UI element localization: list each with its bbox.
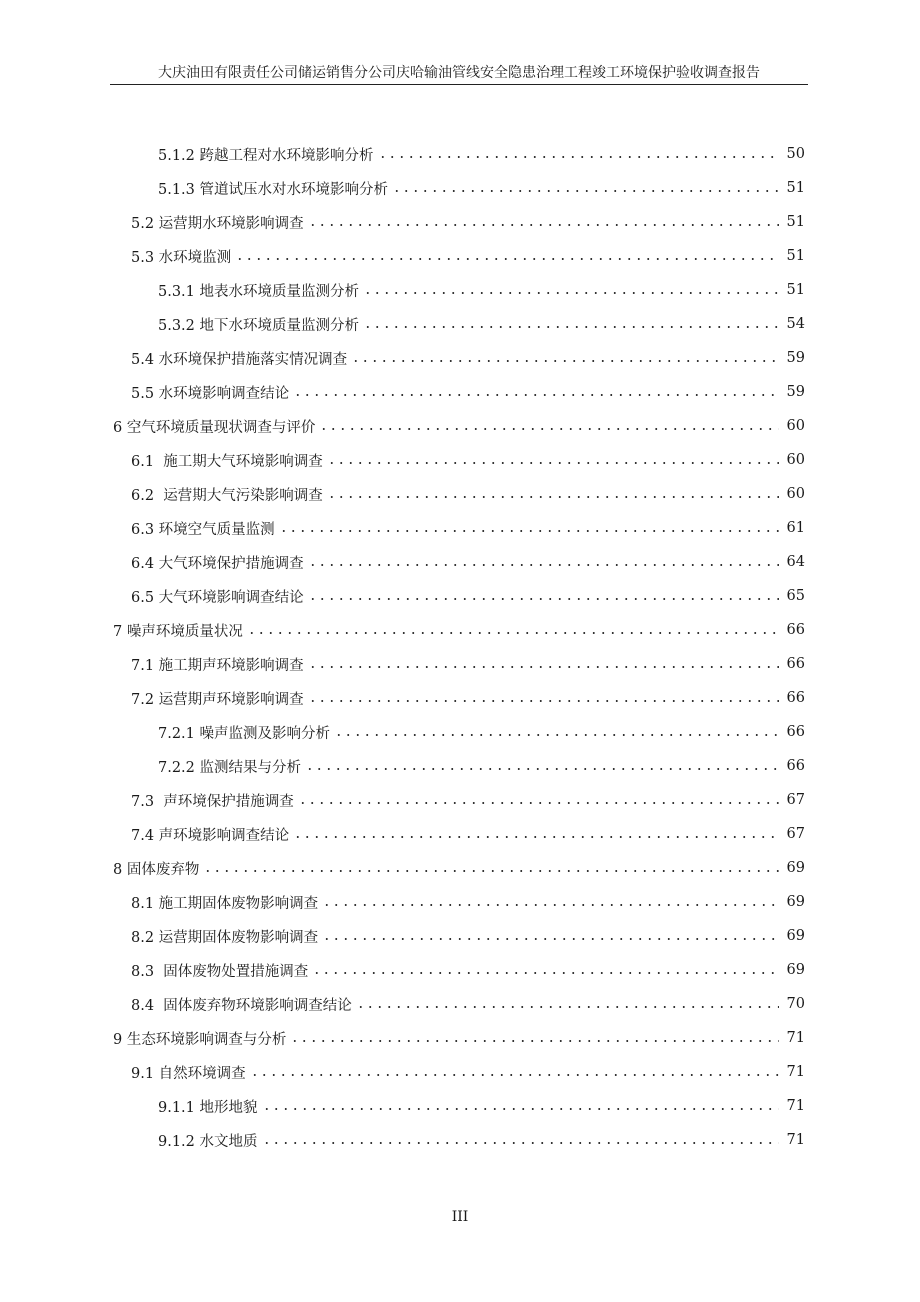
toc-entry[interactable] — [0, 783, 920, 817]
header-rule — [110, 84, 808, 85]
toc-entry[interactable] — [0, 171, 920, 205]
toc-dot-leader — [322, 938, 779, 940]
toc-entry-page: 69 — [786, 962, 805, 978]
toc-entry[interactable] — [0, 443, 920, 477]
toc-entry[interactable] — [0, 1123, 920, 1157]
toc-entry[interactable] — [0, 1089, 920, 1123]
toc-entry-page: 60 — [786, 486, 805, 502]
toc-entry-page: 71 — [786, 1132, 805, 1148]
toc-entry[interactable] — [0, 545, 920, 579]
toc-dot-leader — [247, 632, 779, 634]
toc-dot-leader — [308, 666, 779, 668]
toc-dot-leader — [305, 768, 779, 770]
toc-entry-page: 60 — [786, 418, 805, 434]
toc-entry[interactable] — [0, 205, 920, 239]
toc-dot-leader — [293, 394, 779, 396]
toc-entry-page: 67 — [786, 826, 805, 842]
toc-entry-page: 66 — [786, 724, 805, 740]
toc-entry-page: 66 — [786, 656, 805, 672]
toc-entry[interactable] — [0, 749, 920, 783]
toc-dot-leader — [363, 292, 779, 294]
toc-dot-leader — [308, 564, 779, 566]
toc-entry-page: 51 — [786, 282, 805, 298]
toc-entry-title: 6.1 施工期大气环境影响调查 — [131, 453, 323, 470]
toc-entry-page: 65 — [786, 588, 805, 604]
toc-entry[interactable] — [0, 817, 920, 851]
toc-entry[interactable] — [0, 477, 920, 511]
toc-dot-leader — [262, 1108, 779, 1110]
toc-dot-leader — [250, 1074, 779, 1076]
toc-entry-title: 9.1.2 水文地质 — [158, 1133, 258, 1150]
toc-entry-page: 71 — [786, 1098, 805, 1114]
toc-dot-leader — [262, 1142, 779, 1144]
toc-entry-title: 9.1.1 地形地貌 — [158, 1099, 258, 1116]
toc-entry-page: 51 — [786, 214, 805, 230]
toc-entry-page: 61 — [786, 520, 805, 536]
toc-dot-leader — [327, 462, 779, 464]
toc-dot-leader — [279, 530, 779, 532]
toc-entry-title: 8.1 施工期固体废物影响调查 — [131, 895, 319, 912]
toc-dot-leader — [334, 734, 779, 736]
toc-entry[interactable] — [0, 341, 920, 375]
toc-entry[interactable] — [0, 953, 920, 987]
toc-entry[interactable] — [0, 1055, 920, 1089]
toc-entry[interactable] — [0, 987, 920, 1021]
toc-dot-leader — [356, 1006, 779, 1008]
toc-entry-title: 7.2 运营期声环境影响调查 — [131, 691, 304, 708]
toc-entry-title: 6 空气环境质量现状调查与评价 — [113, 419, 316, 436]
table-of-contents — [0, 137, 920, 1157]
toc-entry-page: 50 — [786, 146, 805, 162]
toc-entry[interactable] — [0, 647, 920, 681]
toc-dot-leader — [235, 258, 779, 260]
toc-entry-title: 6.5 大气环境影响调查结论 — [131, 589, 304, 606]
toc-entry[interactable] — [0, 239, 920, 273]
toc-dot-leader — [378, 156, 779, 158]
toc-entry[interactable] — [0, 919, 920, 953]
toc-entry[interactable] — [0, 409, 920, 443]
toc-entry[interactable] — [0, 579, 920, 613]
toc-entry-page: 71 — [786, 1064, 805, 1080]
toc-entry-title: 7.2.2 监测结果与分析 — [158, 759, 302, 776]
toc-entry-page: 69 — [786, 928, 805, 944]
toc-entry[interactable] — [0, 885, 920, 919]
toc-entry-title: 9 生态环境影响调查与分析 — [113, 1031, 287, 1048]
toc-entry[interactable] — [0, 307, 920, 341]
toc-entry[interactable] — [0, 511, 920, 545]
toc-dot-leader — [312, 972, 779, 974]
toc-dot-leader — [308, 700, 779, 702]
toc-dot-leader — [319, 428, 779, 430]
toc-entry-title: 8.2 运营期固体废物影响调查 — [131, 929, 319, 946]
toc-entry-title: 5.3.2 地下水环境质量监测分析 — [158, 317, 360, 334]
toc-entry-page: 54 — [786, 316, 805, 332]
toc-entry-title: 5.3 水环境监测 — [131, 249, 232, 266]
toc-entry-title: 7.1 施工期声环境影响调查 — [131, 657, 304, 674]
toc-entry-page: 71 — [786, 1030, 805, 1046]
toc-entry-page: 64 — [786, 554, 805, 570]
toc-entry-page: 70 — [786, 996, 805, 1012]
toc-entry[interactable] — [0, 1021, 920, 1055]
toc-entry-title: 7.4 声环境影响调查结论 — [131, 827, 290, 844]
toc-entry-title: 6.4 大气环境保护措施调查 — [131, 555, 304, 572]
toc-entry-title: 7.2.1 噪声监测及影响分析 — [158, 725, 331, 742]
toc-entry-page: 59 — [786, 384, 805, 400]
toc-entry-title: 7 噪声环境质量状况 — [113, 623, 243, 640]
toc-dot-leader — [308, 598, 779, 600]
toc-entry-title: 6.2 运营期大气污染影响调查 — [131, 487, 323, 504]
toc-entry-page: 67 — [786, 792, 805, 808]
toc-entry-page: 60 — [786, 452, 805, 468]
toc-entry[interactable] — [0, 613, 920, 647]
toc-dot-leader — [203, 870, 779, 872]
toc-entry-title: 5.3.1 地表水环境质量监测分析 — [158, 283, 360, 300]
toc-entry-title: 5.5 水环境影响调查结论 — [131, 385, 290, 402]
toc-entry-title: 5.2 运营期水环境影响调查 — [131, 215, 304, 232]
toc-entry-page: 59 — [786, 350, 805, 366]
toc-entry-page: 69 — [786, 894, 805, 910]
toc-entry-page: 66 — [786, 758, 805, 774]
toc-dot-leader — [290, 1040, 779, 1042]
toc-dot-leader — [351, 360, 779, 362]
toc-entry-title: 7.3 声环境保护措施调查 — [131, 793, 294, 810]
toc-dot-leader — [327, 496, 779, 498]
toc-entry-title: 5.4 水环境保护措施落实情况调查 — [131, 351, 348, 368]
toc-entry-page: 51 — [786, 248, 805, 264]
toc-entry[interactable] — [0, 375, 920, 409]
toc-dot-leader — [308, 224, 779, 226]
toc-entry-page: 66 — [786, 622, 805, 638]
toc-entry[interactable] — [0, 851, 920, 885]
toc-dot-leader — [298, 802, 779, 804]
page-number: III — [451, 1209, 469, 1225]
toc-dot-leader — [363, 326, 779, 328]
toc-dot-leader — [392, 190, 779, 192]
toc-entry-title: 8 固体废弃物 — [113, 861, 200, 878]
toc-entry[interactable] — [0, 681, 920, 715]
toc-dot-leader — [293, 836, 779, 838]
toc-entry-title: 8.4 固体废弃物环境影响调查结论 — [131, 997, 352, 1014]
toc-entry-page: 69 — [786, 860, 805, 876]
toc-entry-title: 9.1 自然环境调查 — [131, 1065, 246, 1082]
toc-entry-title: 8.3 固体废物处置措施调查 — [131, 963, 309, 980]
toc-entry-title: 5.1.2 跨越工程对水环境影响分析 — [158, 147, 374, 164]
toc-entry-title: 5.1.3 管道试压水对水环境影响分析 — [158, 181, 389, 198]
toc-entry[interactable] — [0, 137, 920, 171]
toc-entry[interactable] — [0, 715, 920, 749]
running-header: 大庆油田有限责任公司储运销售分公司庆哈输油管线安全隐患治理工程竣工环境保护验收调查报告 — [158, 65, 760, 81]
toc-entry-page: 51 — [786, 180, 805, 196]
toc-dot-leader — [322, 904, 779, 906]
toc-entry[interactable] — [0, 273, 920, 307]
toc-entry-title: 6.3 环境空气质量监测 — [131, 521, 275, 538]
toc-entry-page: 66 — [786, 690, 805, 706]
